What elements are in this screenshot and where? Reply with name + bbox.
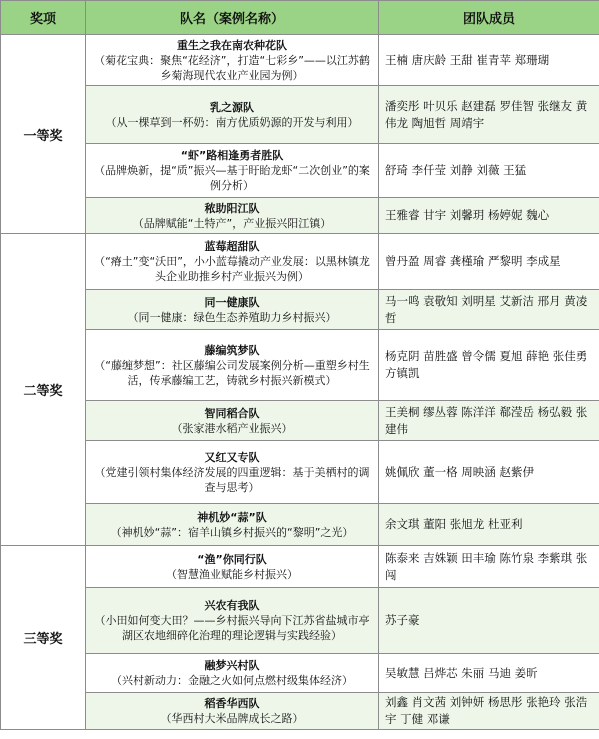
table-row [1,86,599,144]
team-cell [86,504,379,546]
table-row [1,654,599,693]
members-cell: 王美桐 缪丛蓉 陈洋洋 郗滢岳 杨弘毅 张建伟 [379,401,599,441]
table-row [1,546,599,588]
case-name: （菊花宝典：聚焦“花经济”，打造“七彩乡”——以江苏鹤乡菊海现代农业产业园为例） [94,53,370,82]
members-cell: 王楠 唐庆龄 王甜 崔青苹 郑珊瑚 [379,35,599,86]
team-name: 神机妙“蒜”队 [197,510,267,524]
case-name: （智慧渔业赋能乡村振兴） [166,567,298,581]
table-row [1,441,599,504]
table-row [1,198,599,234]
case-name: （兴村新动力：金融之火如何点燃村级集体经济） [111,674,353,687]
members-cell: 苏子豪 [379,588,599,654]
members-cell: 舒琦 李仟莹 刘静 刘薇 王猛 [379,144,599,198]
case-name: （同一健康：绿色生态养殖助力乡村振兴） [127,310,337,324]
table-row [1,588,599,654]
team-cell [86,654,379,693]
team-name: 兴农有我队 [204,599,260,612]
case-name: （神机妙“蒜”：宿羊山镇乡村振兴的“黎明”之光） [110,525,354,539]
team-cell [86,401,379,441]
members-cell: 马一鸣 袁敬知 刘明星 艾新洁 邢月 黄凌哲 [379,290,599,330]
team-cell [86,546,379,588]
team-name: 蓝莓超甜队 [204,240,260,253]
team-cell [86,198,379,234]
members-cell: 刘鑫 肖文茜 刘钟妍 杨思彤 张艳玲 张浩宇 丁健 邓谦 [379,693,599,730]
team-name: 乳之源队 [210,100,254,114]
case-name: （品牌焕新，提“质”振兴—基于盱眙龙虾“二次创业”的案例分析） [94,164,370,192]
table-row [1,693,599,730]
team-name: “虾”路相逢勇者胜队 [180,149,284,162]
members-cell: 杨克阴 苗胜盛 曾令儒 夏旭 薛艳 张佳勇 方镇凯 [379,330,599,401]
team-name: 智同稻合队 [204,406,260,420]
team-name: 重生之我在南农种花队 [177,38,287,52]
team-cell [86,693,379,730]
team-name: “渔”你同行队 [197,552,267,566]
header-prize: 奖项 [1,1,86,35]
team-name: 秾助阳江队 [204,201,260,215]
case-name: （小田如何变大田？——乡村振兴导向下江苏省盐城市亭湖区农地细碎化治理的理论逻辑与实践经验） [94,614,370,642]
members-cell: 吴敏慧 吕烨芯 朱丽 马迪 姜昕 [379,654,599,693]
header-row [1,1,599,35]
team-cell [86,588,379,654]
team-cell [86,35,379,86]
table-row [1,330,599,401]
members-cell: 姚佩欣 董一格 周映涵 赵紫伊 [379,441,599,504]
table-row [1,234,599,290]
team-cell [86,441,379,504]
case-name: （华西村大米品牌成长之路） [160,712,304,725]
team-name: 稻香华西队 [204,697,260,710]
team-cell [86,234,379,290]
header-team: 队名（案例名称） [86,1,379,35]
team-cell [86,290,379,330]
team-name: 融梦兴村队 [204,659,260,672]
case-name: （从一棵草到一杯奶：南方优质奶源的开发与利用） [105,115,359,129]
prize-first: 一等奖 [1,35,86,234]
case-name: （“藤缠梦想”：社区藤编公司发展案例分析—重塑乡村生活，传承藤编工艺，铸就乡村振兴新模式） [94,358,370,387]
prize-third: 三等奖 [1,546,86,730]
prize-second: 二等奖 [1,234,86,546]
table-row [1,290,599,330]
team-cell [86,330,379,401]
team-name: 同一健康队 [204,295,260,309]
team-name: 藤编筑梦队 [204,343,260,357]
members-cell: 潘奕彤 叶贝乐 赵建磊 罗佳智 张继友 黄伟龙 陶旭哲 周靖宇 [379,86,599,144]
table-row [1,401,599,441]
members-cell: 余文琪 董阳 张旭龙 杜亚利 [379,504,599,546]
case-name: （党建引领村集体经济发展的四重逻辑：基于美栖村的调查与思考） [94,465,370,494]
case-name: （“瘠土”变“沃田”，小小蓝莓撬动产业发展：以黑林镇龙头企业助推乡村产业振兴为例） [94,255,370,283]
team-cell [86,144,379,198]
table-row [1,35,599,86]
members-cell: 陈泰来 吉姝颖 田丰瑜 陈竹泉 李紫琪 张闯 [379,546,599,588]
table-row [1,504,599,546]
header-members: 团队成员 [379,1,599,35]
members-cell: 曾丹盈 周睿 龚槿瑜 严黎明 李成星 [379,234,599,290]
team-name: 又红又专队 [204,450,260,464]
team-cell [86,86,379,144]
case-name: （品牌赋能“土特产”，产业振兴阳江镇） [132,216,332,230]
members-cell: 王雅睿 甘宇 刘馨玥 杨婷妮 魏心 [379,198,599,234]
case-name: （张家港水稻产业振兴） [171,421,293,435]
table-row [1,144,599,198]
